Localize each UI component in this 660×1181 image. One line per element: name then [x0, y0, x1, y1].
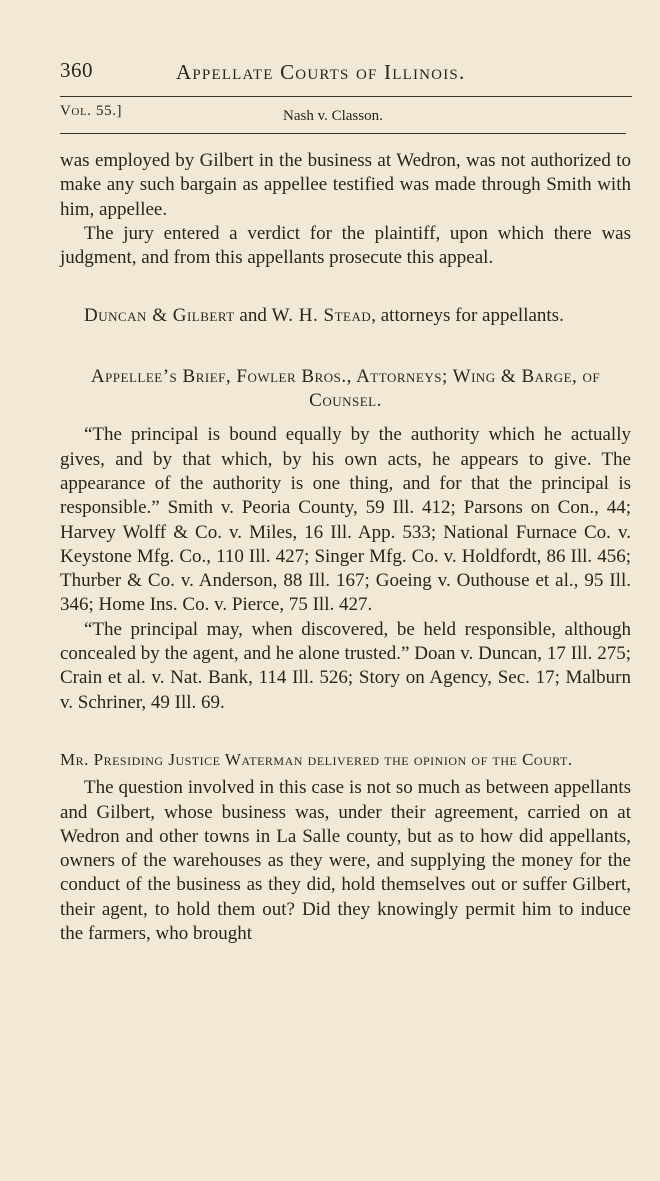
case-name: Nash v. Classon. — [283, 108, 383, 124]
paragraph-continued: was employed by Gilbert in the business at Wedron, was not authorized to make any such bargain as appellee testified was made through Smith with him, appellee. — [60, 150, 631, 220]
attorney-conjunction: and — [234, 305, 272, 327]
opinion-heading: Mr. Presiding Justice Waterman delivered the opinion of the Court. — [60, 749, 573, 769]
header-rule-top — [60, 96, 632, 97]
running-title: Appellate Courts of Illinois. — [176, 60, 466, 84]
attorney-names-2: W. H. Stead — [271, 305, 372, 327]
quote-paragraph-2: “The principal may, when discovered, be held responsible, although concealed by the agent, and he alone trusted.” Doan v. Duncan, 17 Ill. 275; Crain et al. v. Nat. Bank, 114 Ill. 526; Story on Agency, Sec. 17; Malburn v. Schriner, 49 Ill. 69. — [60, 618, 631, 713]
page-body — [60, 149, 631, 946]
attorney-role: , attorneys for appellants. — [371, 305, 564, 327]
quote-paragraph-1: “The principal is bound equally by the authority which he actually gives, and by that which, by his own acts, he appears to give. The appearance of the authority is one thing, and for that the principal is responsible.” Smith v. Peoria County, 59 Ill. 412; Parsons on Con., 44; Harvey Wolff & Co. v. Miles, 16 Ill. App. 533; National Furnace Co. v. Keystone Mfg. Co., 110 Ill. 427; Singer Mfg. Co. v. Holdfordt, 86 Ill. 456; Thurber & Co. v. Anderson, 88 Ill. 167; Goeing v. Outhouse et al., 95 Ill. 346; Home Ins. Co. v. Pierce, 75 Ill. 427. — [60, 424, 631, 616]
volume-label: Vol. 55.] — [60, 103, 123, 119]
paragraph-verdict: The jury entered a verdict for the plaintiff, upon which there was judgment, and from this appellants prosecute this appeal. — [60, 222, 631, 269]
attorneys-for-appellants — [60, 304, 631, 328]
page-number: 360 — [60, 58, 93, 82]
appellee-brief-heading: Appellee’s Brief, Fowler Bros., Attorneys; Wing & Barge, of Counsel. — [90, 365, 601, 412]
attorney-names: Duncan & Gilbert — [84, 305, 235, 327]
opinion-paragraph: The question involved in this case is not so much as between appellants and Gilbert, whose business was, under their agreement, carried on at Wedron and other towns in La Salle county, but as to how did appellants, owners of the warehouses as they were, and supplying the money for the conduct of the business as they did, hold themselves out or suffer Gilbert, their agent, to hold them out? Did they knowingly permit him to induce the farmers, who brought — [60, 777, 631, 945]
header-rule-bottom — [60, 133, 626, 134]
